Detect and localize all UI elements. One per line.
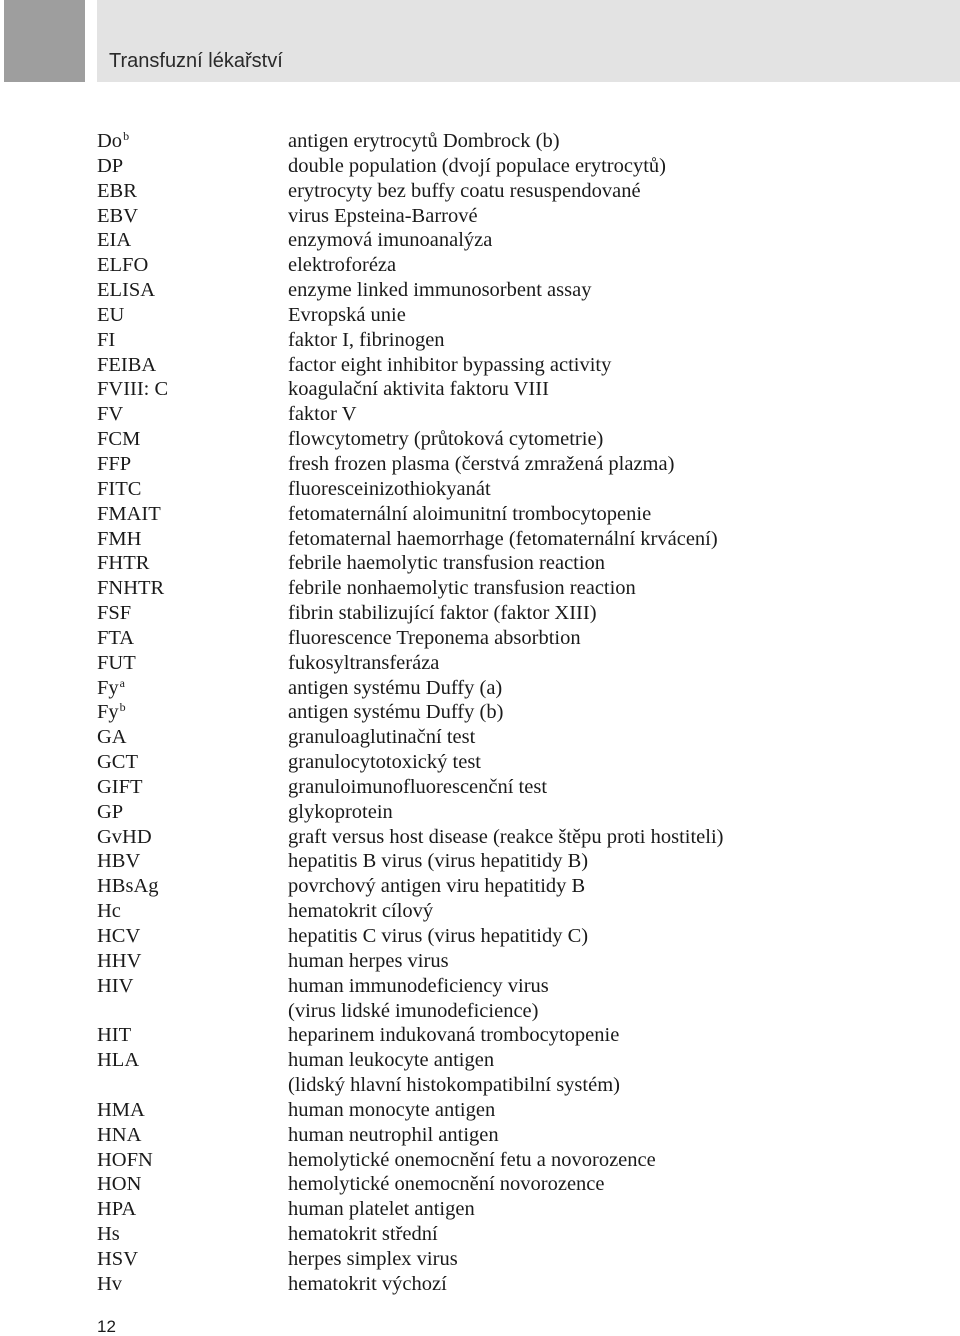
- abbreviation-text: FNHTR: [97, 577, 165, 600]
- abbreviation-term: [97, 1048, 288, 1098]
- abbreviation-term: [97, 551, 288, 576]
- abbreviation-row: [97, 1172, 917, 1197]
- abbreviation-definition: [288, 129, 917, 154]
- definition-line: human leukocyte antigen: [288, 1049, 495, 1072]
- abbreviation-row: [97, 204, 917, 229]
- abbreviation-term: [97, 204, 288, 229]
- definition-line: povrchový antigen viru hepatitidy B: [288, 875, 586, 898]
- definition-line: elektroforéza: [288, 254, 397, 277]
- abbreviation-text: FITC: [97, 477, 142, 500]
- abbreviation-row: [97, 1272, 917, 1297]
- abbreviation-term: [97, 700, 288, 725]
- abbreviation-row: [97, 800, 917, 825]
- abbreviation-definition: [288, 477, 917, 502]
- abbreviation-term: [97, 278, 288, 303]
- definition-line: hemolytické onemocnění fetu a novorozence: [288, 1148, 656, 1171]
- abbreviation-row: [97, 1197, 917, 1222]
- abbreviation-row: [97, 1123, 917, 1148]
- abbreviation-definition: [288, 849, 917, 874]
- definition-line: flowcytometry (průtoková cytometrie): [288, 428, 604, 451]
- definition-line: double population (dvojí populace erytrocytů): [288, 154, 667, 177]
- abbreviation-term: [97, 949, 288, 974]
- abbreviation-term: [97, 502, 288, 527]
- abbreviation-text: Fy: [97, 676, 119, 699]
- definition-line: antigen systému Duffy (b): [288, 701, 504, 724]
- abbreviation-row: [97, 874, 917, 899]
- abbreviation-definition: [288, 1272, 917, 1297]
- abbreviation-text: FMAIT: [97, 502, 161, 525]
- abbreviation-definition: [288, 551, 917, 576]
- abbreviation-definition: [288, 1148, 917, 1173]
- abbreviation-definition: [288, 353, 917, 378]
- definition-line: hematokrit výchozí: [288, 1272, 447, 1295]
- abbreviation-term: [97, 626, 288, 651]
- abbreviation-term: [97, 974, 288, 1024]
- abbreviation-term: [97, 427, 288, 452]
- abbreviation-row: [97, 154, 917, 179]
- definition-line: (lidský hlavní histokompatibilní systém): [288, 1074, 620, 1097]
- abbreviation-text: HMA: [97, 1098, 145, 1121]
- abbreviation-row: [97, 924, 917, 949]
- abbreviation-text: HIT: [97, 1024, 132, 1047]
- abbreviation-term: [97, 775, 288, 800]
- definition-line: granuloaglutinační test: [288, 726, 476, 749]
- abbreviation-definition: [288, 179, 917, 204]
- abbreviation-definition: [288, 402, 917, 427]
- abbreviation-term: [97, 303, 288, 328]
- abbreviation-superscript: b: [123, 129, 130, 143]
- abbreviation-row: [97, 551, 917, 576]
- abbreviation-definition: [288, 377, 917, 402]
- abbreviation-row: [97, 278, 917, 303]
- definition-line: hepatitis C virus (virus hepatitidy C): [288, 925, 589, 947]
- definition-line: virus Epsteina-Barrové: [288, 204, 478, 227]
- abbreviation-definition: [288, 303, 917, 328]
- abbreviation-term: [97, 1272, 288, 1297]
- abbreviation-term: [97, 1123, 288, 1148]
- abbreviation-definition: [288, 700, 917, 725]
- abbreviation-row: [97, 179, 917, 204]
- abbreviation-definition: [288, 452, 917, 477]
- abbreviation-definition: [288, 1197, 917, 1222]
- abbreviation-row: [97, 700, 917, 725]
- abbreviation-text: Do: [97, 130, 123, 152]
- definition-line: granuloimunofluorescenční test: [288, 775, 548, 798]
- abbreviation-definition: [288, 800, 917, 825]
- abbreviation-term: [97, 1247, 288, 1272]
- abbreviation-text: FMH: [97, 527, 142, 550]
- definition-line: (virus lidské imunodeficience): [288, 999, 539, 1022]
- abbreviation-definition: [288, 278, 917, 303]
- abbreviation-definition: [288, 924, 917, 949]
- definition-line: hemolytické onemocnění novorozence: [288, 1173, 605, 1196]
- abbreviation-term: [97, 1023, 288, 1048]
- definition-line: febrile nonhaemolytic transfusion reaction: [288, 577, 636, 600]
- abbreviation-definition: [288, 527, 917, 552]
- abbreviation-term: [97, 1148, 288, 1173]
- definition-line: graft versus host disease (reakce štěpu proti hostiteli): [288, 825, 724, 848]
- abbreviation-row: [97, 1048, 917, 1098]
- abbreviation-term: [97, 402, 288, 427]
- abbreviation-term: [97, 452, 288, 477]
- abbreviation-definition: [288, 427, 917, 452]
- definition-line: erytrocyty bez buffy coatu resuspendované: [288, 179, 641, 202]
- abbreviation-term: [97, 129, 288, 154]
- definition-line: hematokrit střední: [288, 1223, 438, 1246]
- abbreviation-text: HOFN: [97, 1148, 153, 1171]
- abbreviation-row: [97, 1247, 917, 1272]
- abbreviation-text: EU: [97, 303, 125, 326]
- abbreviation-superscript: b: [119, 700, 126, 715]
- abbreviation-term: [97, 676, 288, 701]
- abbreviation-row: [97, 402, 917, 427]
- abbreviation-definition: [288, 1172, 917, 1197]
- definition-line: glykoprotein: [288, 800, 393, 823]
- abbreviation-term: [97, 725, 288, 750]
- definition-line: fluoresceinizothiokyanát: [288, 477, 491, 500]
- abbreviation-term: [97, 1172, 288, 1197]
- definition-line: antigen systému Duffy (a): [288, 676, 503, 699]
- definition-line: human neutrophil antigen: [288, 1123, 499, 1146]
- abbreviation-definition: [288, 825, 917, 850]
- abbreviation-term: [97, 576, 288, 601]
- abbreviation-row: [97, 1222, 917, 1247]
- definition-line: fibrin stabilizující faktor (faktor XIII): [288, 602, 597, 625]
- abbreviation-row: [97, 228, 917, 253]
- abbreviation-definition: [288, 626, 917, 651]
- abbreviation-text: ELFO: [97, 254, 149, 277]
- abbreviation-row: [97, 825, 917, 850]
- definition-line: human monocyte antigen: [288, 1098, 496, 1121]
- abbreviation-definition: [288, 1098, 917, 1123]
- abbreviation-definition: [288, 974, 917, 1024]
- abbreviation-text: HCV: [97, 925, 141, 947]
- abbreviation-row: [97, 775, 917, 800]
- abbreviation-text: GIFT: [97, 775, 143, 798]
- abbreviation-text: HIV: [97, 974, 134, 997]
- abbreviation-text: FSF: [97, 602, 132, 625]
- definition-line: faktor I, fibrinogen: [288, 328, 445, 351]
- abbreviation-text: ELISA: [97, 279, 156, 302]
- abbreviation-text: EBV: [97, 204, 138, 227]
- definition-line: febrile haemolytic transfusion reaction: [288, 552, 606, 575]
- abbreviation-row: [97, 849, 917, 874]
- abbreviation-definition: [288, 1048, 917, 1098]
- definition-line: fukosyltransferáza: [288, 651, 440, 674]
- abbreviation-row: [97, 725, 917, 750]
- abbreviation-term: [97, 899, 288, 924]
- abbreviation-text: HLA: [97, 1049, 140, 1072]
- abbreviation-definition: [288, 899, 917, 924]
- abbreviation-text: FUT: [97, 651, 136, 674]
- abbreviation-text: HHV: [97, 949, 142, 972]
- abbreviation-definition: [288, 576, 917, 601]
- definition-line: human herpes virus: [288, 949, 449, 972]
- abbreviation-term: [97, 179, 288, 204]
- abbreviation-definition: [288, 1123, 917, 1148]
- abbreviation-text: GA: [97, 726, 127, 749]
- abbreviation-term: [97, 1222, 288, 1247]
- abbreviation-text: FCM: [97, 428, 141, 451]
- abbreviation-text: HON: [97, 1173, 142, 1196]
- abbreviation-list: [97, 129, 917, 1297]
- abbreviation-row: [97, 676, 917, 701]
- definition-line: fetomaternální aloimunitní trombocytopenie: [288, 502, 652, 525]
- abbreviation-term: [97, 377, 288, 402]
- corner-color-block: [4, 0, 85, 82]
- abbreviation-text: FHTR: [97, 552, 150, 575]
- abbreviation-text: FV: [97, 403, 124, 426]
- definition-line: antigen erytrocytů Dombrock (b): [288, 130, 560, 152]
- abbreviation-definition: [288, 949, 917, 974]
- abbreviation-term: [97, 527, 288, 552]
- definition-line: enzyme linked immunosorbent assay: [288, 279, 592, 302]
- abbreviation-row: [97, 1148, 917, 1173]
- definition-line: hepatitis B virus (virus hepatitidy B): [288, 850, 589, 873]
- abbreviation-definition: [288, 750, 917, 775]
- abbreviation-term: [97, 228, 288, 253]
- abbreviation-row: [97, 527, 917, 552]
- abbreviation-text: Hs: [97, 1223, 120, 1246]
- abbreviation-row: [97, 974, 917, 1024]
- definition-line: granulocytotoxický test: [288, 751, 481, 774]
- abbreviation-superscript: a: [119, 675, 125, 690]
- abbreviation-text: HPA: [97, 1198, 137, 1221]
- abbreviation-definition: [288, 328, 917, 353]
- abbreviation-text: GCT: [97, 751, 138, 774]
- abbreviation-term: [97, 353, 288, 378]
- abbreviation-text: Fy: [97, 701, 119, 724]
- abbreviation-text: HBV: [97, 850, 141, 873]
- abbreviation-term: [97, 825, 288, 850]
- abbreviation-text: FVIII: C: [97, 378, 169, 401]
- abbreviation-definition: [288, 1023, 917, 1048]
- abbreviation-definition: [288, 725, 917, 750]
- abbreviation-text: GP: [97, 800, 124, 823]
- abbreviation-text: FI: [97, 328, 116, 351]
- abbreviation-text: GvHD: [97, 825, 152, 848]
- abbreviation-definition: [288, 1222, 917, 1247]
- abbreviation-text: FFP: [97, 452, 132, 475]
- abbreviation-term: [97, 253, 288, 278]
- definition-line: fetomaternal haemorrhage (fetomaternální krvácení): [288, 527, 718, 550]
- abbreviation-term: [97, 750, 288, 775]
- abbreviation-term: [97, 849, 288, 874]
- abbreviation-term: [97, 477, 288, 502]
- abbreviation-row: [97, 253, 917, 278]
- abbreviation-definition: [288, 651, 917, 676]
- abbreviation-term: [97, 154, 288, 179]
- abbreviation-row: [97, 601, 917, 626]
- abbreviation-row: [97, 303, 917, 328]
- definition-line: factor eight inhibitor bypassing activity: [288, 353, 612, 376]
- page-header: [97, 0, 960, 82]
- abbreviation-term: [97, 924, 288, 949]
- definition-line: enzymová imunoanalýza: [288, 229, 493, 252]
- abbreviation-text: HSV: [97, 1247, 139, 1270]
- abbreviation-row: [97, 502, 917, 527]
- abbreviation-definition: [288, 502, 917, 527]
- abbreviation-text: DP: [97, 154, 124, 177]
- abbreviation-definition: [288, 874, 917, 899]
- abbreviation-row: [97, 949, 917, 974]
- abbreviation-text: FTA: [97, 626, 135, 649]
- abbreviation-definition: [288, 676, 917, 701]
- abbreviation-definition: [288, 154, 917, 179]
- abbreviation-definition: [288, 253, 917, 278]
- abbreviation-row: [97, 353, 917, 378]
- abbreviation-term: [97, 1197, 288, 1222]
- abbreviation-term: [97, 601, 288, 626]
- definition-line: herpes simplex virus: [288, 1247, 458, 1270]
- abbreviation-row: [97, 129, 917, 154]
- abbreviation-text: HBsAg: [97, 875, 159, 898]
- definition-line: human platelet antigen: [288, 1198, 475, 1221]
- definition-line: human immunodeficiency virus: [288, 974, 549, 997]
- abbreviation-text: HNA: [97, 1123, 142, 1146]
- abbreviation-term: [97, 800, 288, 825]
- abbreviation-definition: [288, 204, 917, 229]
- definition-line: koagulační aktivita faktoru VIII: [288, 378, 549, 401]
- definition-line: fresh frozen plasma (čerstvá zmražená plazma): [288, 452, 675, 475]
- abbreviation-definition: [288, 775, 917, 800]
- abbreviation-definition: [288, 228, 917, 253]
- abbreviation-row: [97, 651, 917, 676]
- abbreviation-term: [97, 1098, 288, 1123]
- abbreviation-term: [97, 651, 288, 676]
- abbreviation-row: [97, 576, 917, 601]
- abbreviation-definition: [288, 601, 917, 626]
- abbreviation-row: [97, 477, 917, 502]
- abbreviation-definition: [288, 1247, 917, 1272]
- definition-line: fluorescence Treponema absorbtion: [288, 626, 581, 649]
- abbreviation-row: [97, 626, 917, 651]
- abbreviation-row: [97, 427, 917, 452]
- definition-line: Evropská unie: [288, 303, 406, 326]
- abbreviation-term: [97, 874, 288, 899]
- abbreviation-row: [97, 1023, 917, 1048]
- definition-line: faktor V: [288, 403, 357, 426]
- abbreviation-text: Hc: [97, 900, 121, 923]
- abbreviation-row: [97, 452, 917, 477]
- abbreviation-text: Hv: [97, 1272, 123, 1295]
- abbreviation-row: [97, 1098, 917, 1123]
- definition-line: heparinem indukovaná trombocytopenie: [288, 1024, 620, 1047]
- abbreviation-row: [97, 899, 917, 924]
- page-number: 12: [97, 1317, 116, 1336]
- abbreviation-row: [97, 377, 917, 402]
- abbreviation-row: [97, 328, 917, 353]
- abbreviation-term: [97, 328, 288, 353]
- definition-line: hematokrit cílový: [288, 900, 434, 923]
- header-title: Transfuzní lékařství: [109, 50, 283, 72]
- abbreviation-row: [97, 750, 917, 775]
- abbreviation-text: EBR: [97, 179, 137, 202]
- abbreviation-text: EIA: [97, 229, 132, 252]
- abbreviation-text: FEIBA: [97, 353, 157, 376]
